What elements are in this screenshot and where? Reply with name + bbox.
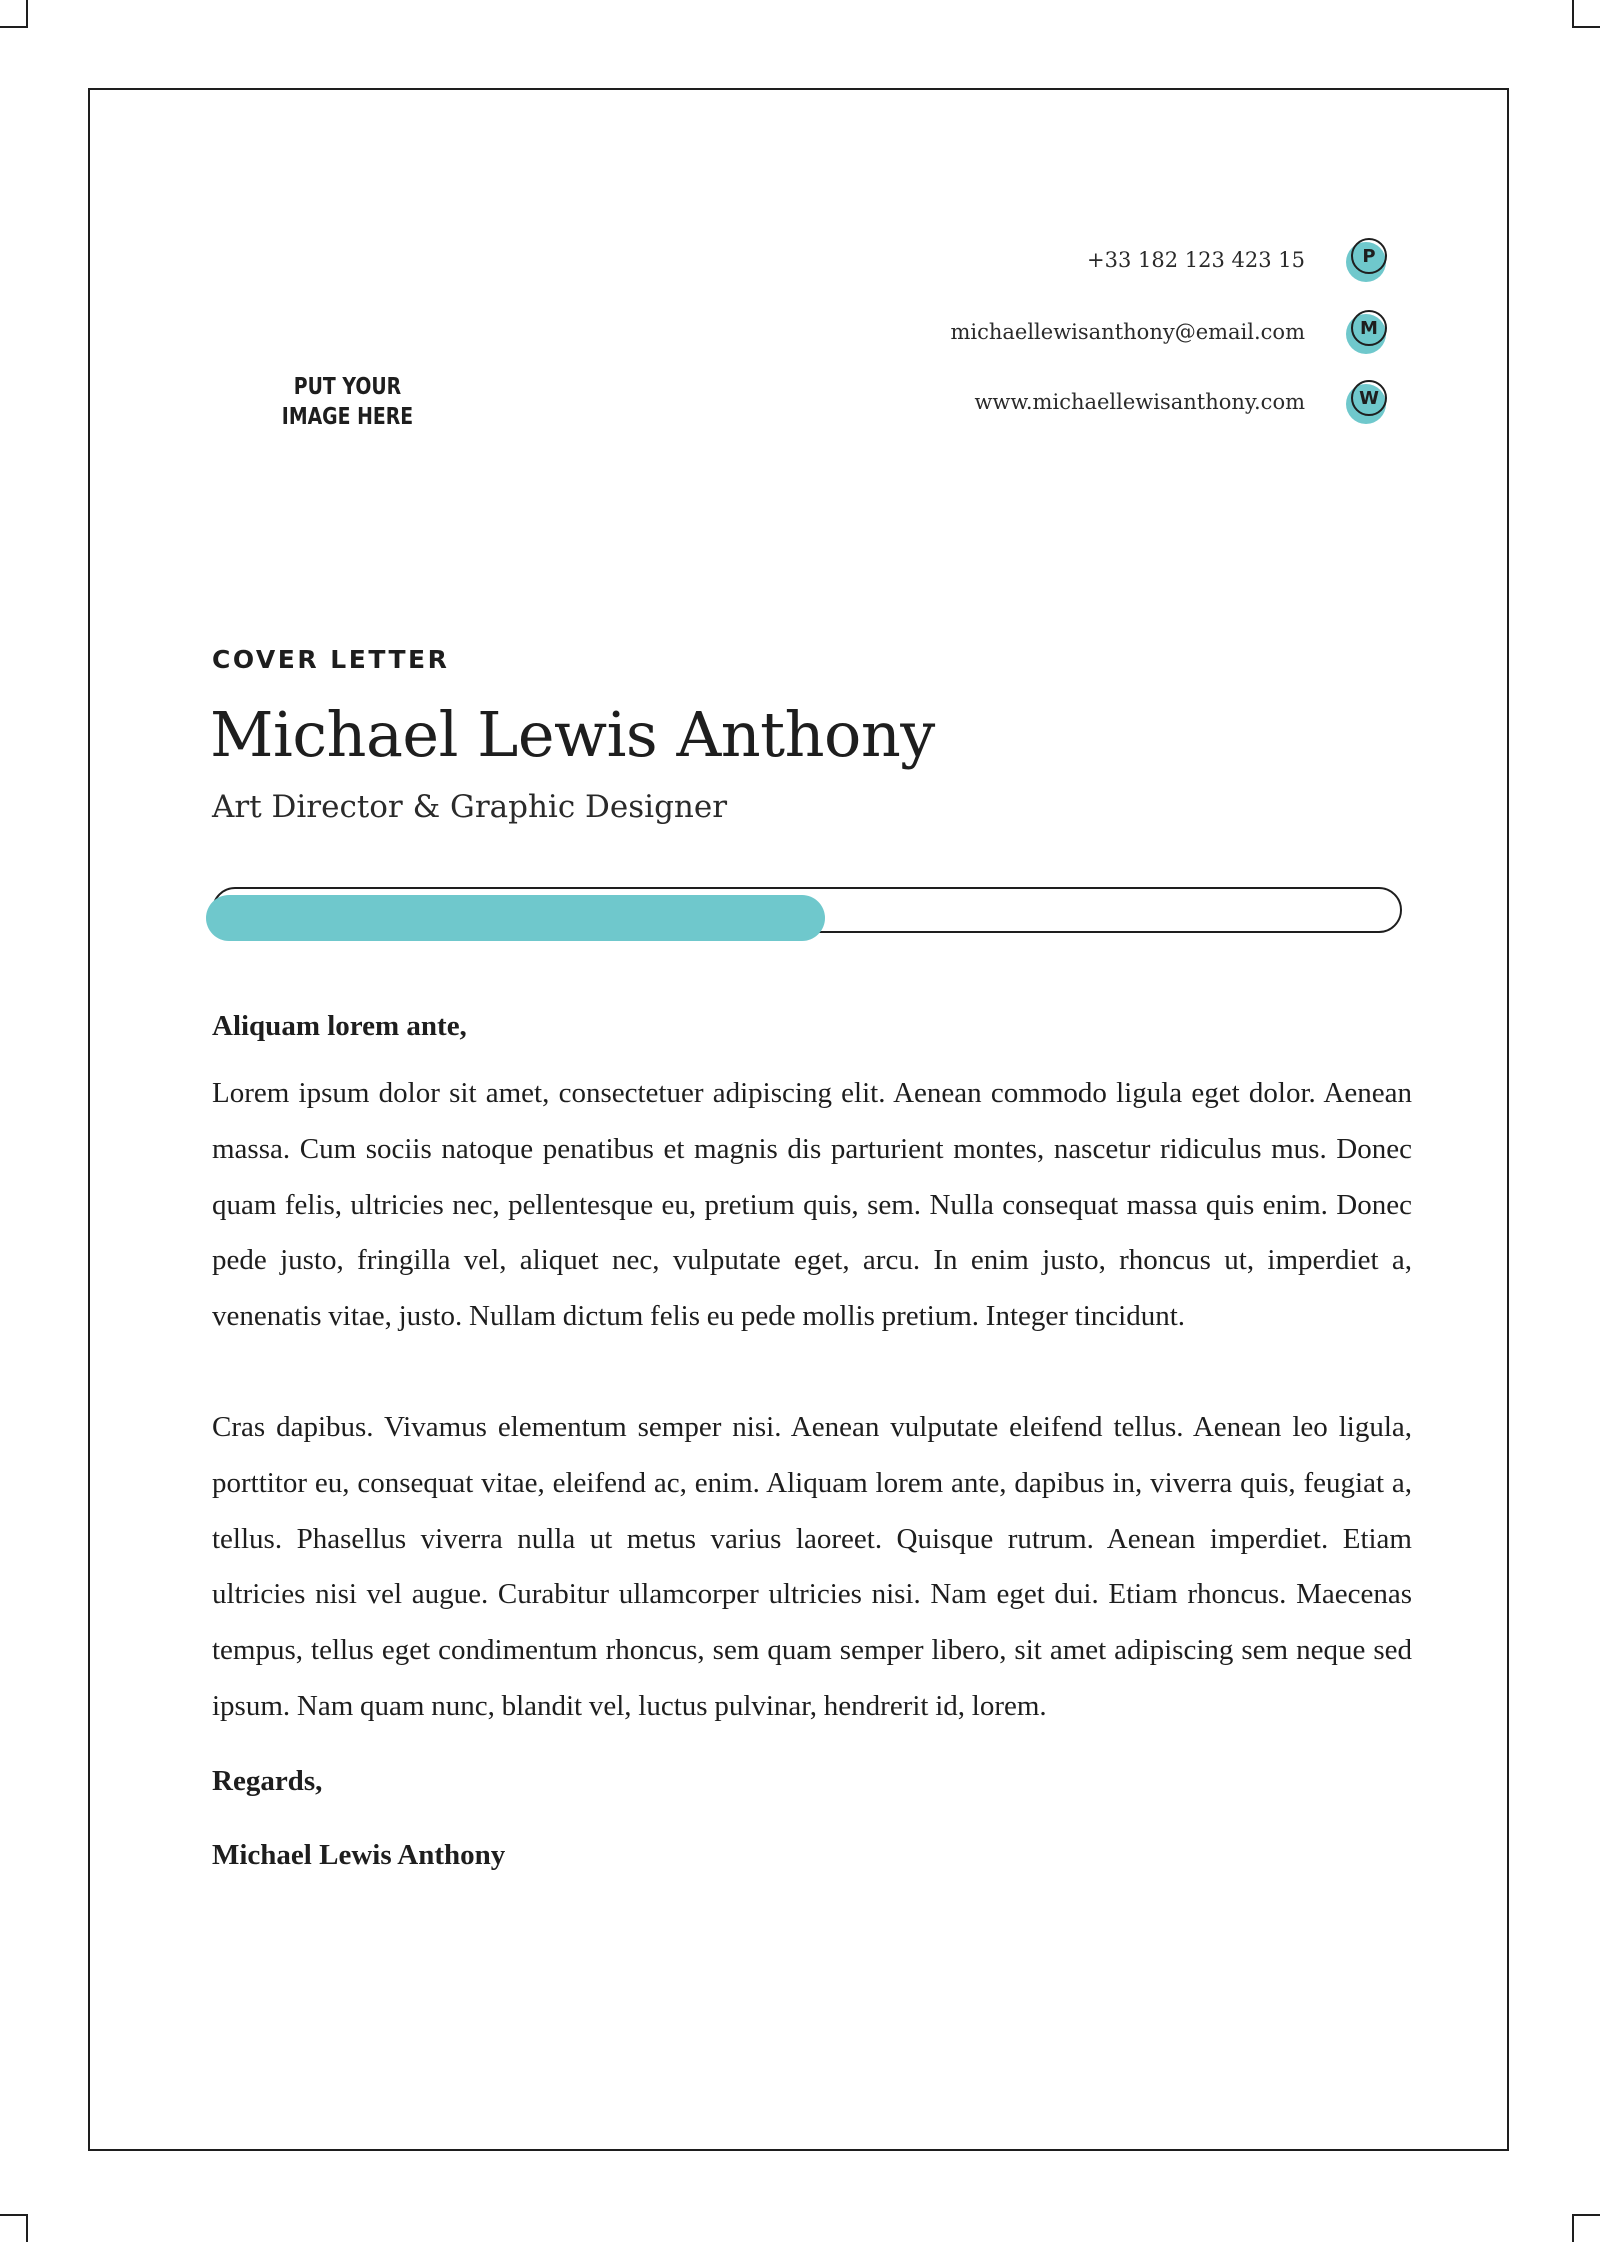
web-badge-icon: W	[1349, 380, 1393, 424]
person-title: Art Director & Graphic Designer	[212, 789, 728, 825]
email-text[interactable]: michaellewisanthony@email.com	[950, 320, 1305, 344]
image-placeholder-line-1: PUT YOUR	[293, 374, 402, 400]
crop-mark-top-left	[0, 0, 28, 28]
letter-paragraph-2: Cras dapibus. Vivamus elementum semper nisi. Aenean vulputate eleifend tellus. Aenean leo ligula, porttitor eu, consequat vitae, eleifend ac, enim. Aliquam lorem ante, dapibus in, viverra quis, feugiat a, tellus. Phasellus viverra nulla ut metus varius laoreet. Quisque rutrum. Aenean imperdiet. Etiam ultricies nisi vel augue. Curabitur ullamcorper ultricies nisi. Nam eget dui. Etiam rhoncus. Maecenas tempus, tellus eget condimentum rhoncus, sem quam semper libero, sit amet adipiscing sem neque sed ipsum. Nam quam nunc, blandit vel, luctus pulvinar, hendrerit id, lorem.	[212, 1410, 1412, 1722]
web-text[interactable]: www.michaellewisanthony.com	[974, 390, 1305, 414]
progress-fill	[206, 895, 825, 941]
crop-mark-bottom-left	[0, 2214, 28, 2242]
person-name: Michael Lewis Anthony	[210, 698, 935, 771]
contact-email	[950, 312, 1393, 352]
crop-mark-top-right	[1572, 0, 1600, 28]
letter-closing: Regards,	[212, 1764, 323, 1797]
contact-phone	[1087, 240, 1393, 280]
phone-text: +33 182 123 423 15	[1087, 248, 1305, 272]
mail-badge-icon: M	[1349, 310, 1393, 354]
letter-paragraph-1: Lorem ipsum dolor sit amet, consectetuer adipiscing elit. Aenean commodo ligula eget dolor. Aenean massa. Cum sociis natoque penatibus et magnis dis parturient montes, nascetur ridiculus mus. Donec quam felis, ultricies nec, pellentesque eu, pretium quis, sem. Nulla consequat massa quis enim. Donec pede justo, fringilla vel, aliquet nec, vulputate eget, arcu. In enim justo, rhoncus ut, imperdiet a, venenatis vitae, justo. Nullam dictum felis eu pede mollis pretium. Integer tincidunt.	[212, 1077, 1412, 1333]
letter-body	[212, 998, 1412, 1883]
phone-badge-icon: P	[1349, 238, 1393, 282]
image-placeholder-line-2: IMAGE HERE	[281, 404, 414, 430]
letter-signature: Michael Lewis Anthony	[212, 1838, 506, 1871]
crop-mark-bottom-right	[1572, 2214, 1600, 2242]
contact-web	[974, 382, 1393, 422]
letter-salutation: Aliquam lorem ante,	[212, 1010, 467, 1042]
document-label: COVER LETTER	[212, 645, 450, 674]
image-placeholder[interactable]	[251, 372, 444, 432]
